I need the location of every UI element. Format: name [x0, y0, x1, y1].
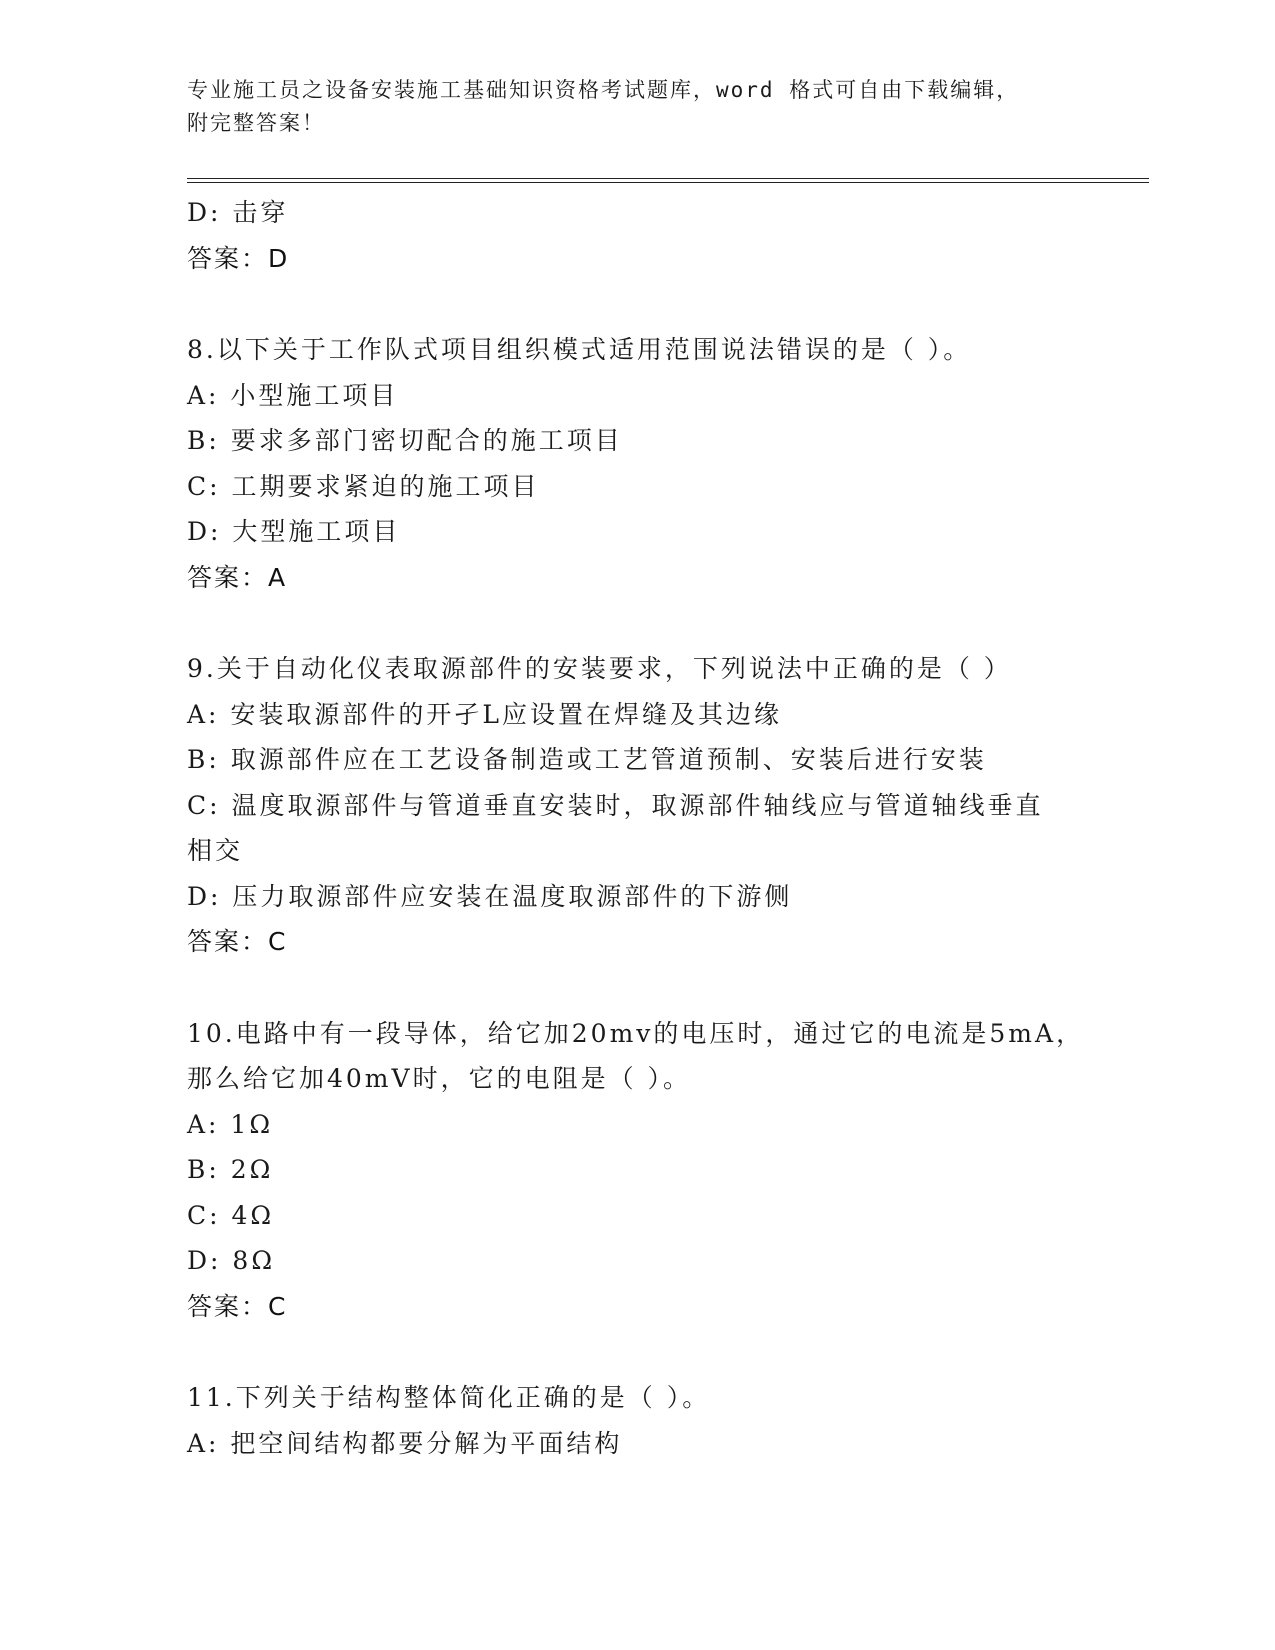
q10-option-d: D: 8Ω — [187, 1246, 276, 1275]
q7-answer: 答案：D — [187, 243, 290, 273]
q9-question: 9.关于自动化仪表取源部件的安装要求，下列说法中正确的是（ ） — [187, 654, 1012, 683]
q10-question-line-2: 那么给它加40mV时，它的电阻是（ ）。 — [187, 1064, 692, 1093]
q11-question: 11.下列关于结构整体简化正确的是（ ）。 — [187, 1383, 711, 1412]
q10-answer: 答案：C — [187, 1291, 288, 1321]
q8-option-a: A: 小型施工项目 — [187, 380, 399, 410]
q8-option-d: D: 大型施工项目 — [187, 517, 401, 546]
q10-option-c: C: 4Ω — [187, 1200, 275, 1230]
header-line-2: 附完整答案！ — [187, 111, 325, 135]
q8-option-b: B: 要求多部门密切配合的施工项目 — [187, 426, 623, 455]
question-9 — [187, 646, 1087, 965]
question-list — [187, 190, 1087, 1466]
q9-option-d: D: 压力取源部件应安装在温度取源部件的下游侧 — [187, 881, 793, 911]
q9-answer: 答案：C — [187, 927, 288, 956]
q9-option-b: B: 取源部件应在工艺设备制造或工艺管道预制、安装后进行安装 — [187, 745, 987, 774]
q8-option-c: C: 工期要求紧迫的施工项目 — [187, 471, 540, 501]
document-header — [187, 74, 1087, 140]
q10-option-b: B: 2Ω — [187, 1155, 274, 1184]
q8-answer: 答案：A — [187, 562, 288, 592]
q9-option-c-line-2: 相交 — [187, 836, 244, 865]
q11-option-a: A: 把空间结构都要分解为平面结构 — [187, 1428, 623, 1458]
question-11 — [187, 1375, 1087, 1466]
q9-option-c-line-1: C: 温度取源部件与管道垂直安装时，取源部件轴线应与管道轴线垂直 — [187, 790, 1044, 820]
q10-option-a: A: 1Ω — [187, 1109, 274, 1139]
q9-option-a: A: 安装取源部件的开孑L应设置在焊缝及其边缘 — [187, 699, 783, 729]
q8-question: 8.以下关于工作队式项目组织模式适用范围说法错误的是（ ）。 — [187, 335, 972, 364]
q7-option-d: D: 击穿 — [187, 198, 289, 227]
question-10 — [187, 1011, 1087, 1330]
header-divider — [187, 178, 1149, 183]
question-8 — [187, 327, 1087, 600]
question-7 — [187, 190, 1087, 281]
header-line-1: 专业施工员之设备安装施工基础知识资格考试题库，word 格式可自由下载编辑， — [187, 78, 1020, 102]
q10-question-line-1: 10.电路中有一段导体，给它加20mv的电压时，通过它的电流是5mA， — [187, 1018, 1085, 1048]
